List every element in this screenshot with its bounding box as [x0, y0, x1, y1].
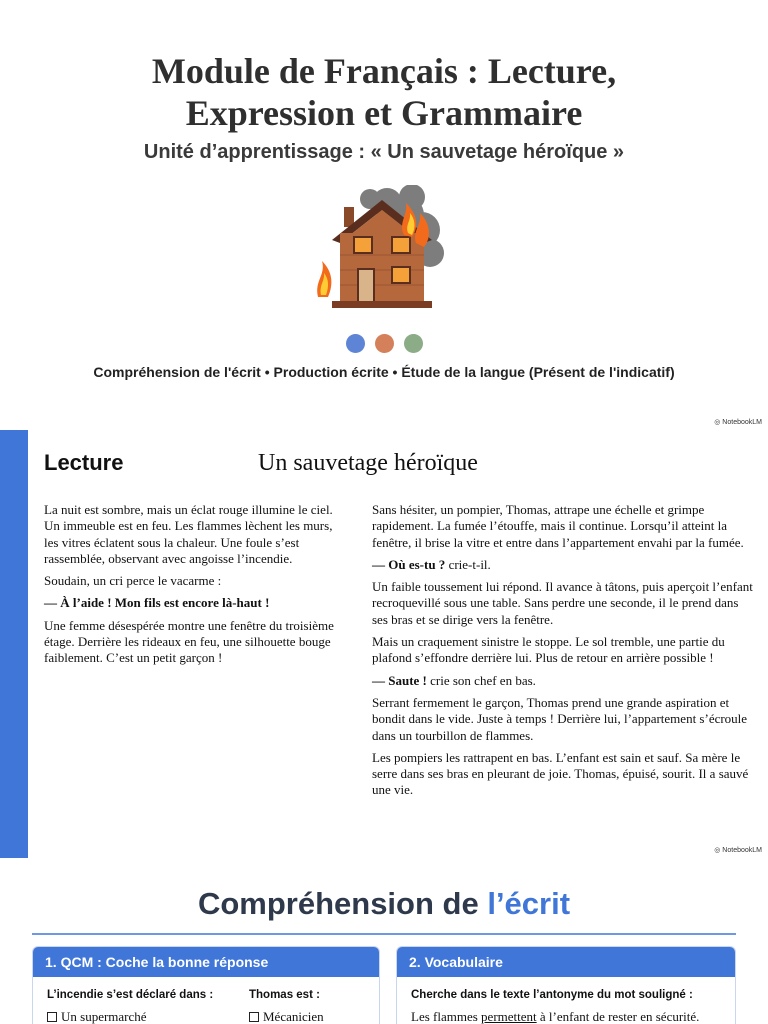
checkbox-icon[interactable] [249, 1012, 259, 1022]
text-column-right [372, 502, 754, 805]
paragraph: Soudain, un cri perce le vacarme : [44, 573, 222, 589]
text-column-left [44, 502, 346, 673]
notebooklm-icon: ◎ [714, 847, 723, 854]
paragraph: La nuit est sombre, mais un éclat rouge illumine le ciel. Un immeuble est en feu. Les flammes lèchent les murs, les vitres éclatent sous la chaleur. Une foule s’est rassemblée, observant avec angoisse l’incendie. [44, 502, 333, 566]
section-label: Lecture [44, 450, 124, 475]
reading-slide [0, 430, 768, 860]
notebooklm-watermark: ◎ NotebookLM [714, 847, 762, 854]
notebooklm-icon: ◎ [714, 419, 723, 426]
module-title-line2: Expression et Grammaire [185, 93, 583, 133]
paragraph: Les pompiers les rattrapent en bas. L’enfant est sain et sauf. Sa mère le serre dans ses bras en pleurant de joie. Thomas, épuisé, sourit. Il a sauvé une vie. [372, 749, 749, 798]
unit-subtitle: Unité d’apprentissage : « Un sauvetage héroïque » [143, 141, 625, 163]
accent-bar [0, 430, 28, 858]
paragraph: Une femme désespérée montre une fenêtre du troisième étage. Derrière les rideaux en feu, une silhouette bouge faiblement. C’est un petit garçon ! [44, 617, 334, 666]
qcm-option[interactable]: Un supermarché [47, 1009, 213, 1024]
decor-dot-blue [346, 334, 365, 353]
qcm-question-2: Thomas est : Mécanicien [249, 989, 324, 1024]
vocabulary-card [396, 946, 736, 1024]
qcm-card [32, 946, 380, 1024]
story-title: Un sauvetage héroïque [258, 450, 478, 476]
title-slide [0, 0, 768, 430]
module-title [0, 50, 768, 134]
paragraph: Serrant fermement le garçon, Thomas prend une grande aspiration et bondit dans le vide. Juste à temps ! Derrière lui, l’appartement s’écroule dans un tourbillon de flammes. [372, 694, 748, 743]
paragraph: Un faible toussement lui répond. Il avance à tâtons, puis aperçoit l’enfant recroquevillé sous une table. Sans perdre une seconde, il le prend dans ses bras et se dirige vers la fenêtre. [372, 579, 753, 627]
vocabulary-instruction: Cherche dans le texte l’antonyme du mot souligné : [411, 989, 693, 1001]
module-title-line1: Module de Français : Lecture, [151, 51, 617, 91]
vocabulary-sentence: Les flammes permettent à l’enfant de rester en sécurité. [411, 1009, 700, 1024]
underlined-word: permettent [481, 1009, 537, 1024]
title-divider [32, 933, 736, 935]
burning-house-icon [312, 185, 452, 310]
dialogue-line: — Où es-tu ? crie-t-il. [372, 556, 491, 572]
qcm-question-1: L’incendie s’est déclaré dans : Un supermarché [47, 989, 214, 1024]
paragraph: Mais un craquement sinistre le stoppe. Le sol tremble, une partie du plafond s’effondre derrière lui. Plus de retour en arrière possible ! [372, 634, 725, 666]
topics-line: Compréhension de l'écrit • Production écrite • Étude de la langue (Présent de l'indicatif) [93, 364, 675, 380]
comprehension-title: Compréhension de l’écrit [197, 886, 571, 921]
checkbox-icon[interactable] [47, 1012, 57, 1022]
vocabulary-card-header: 2. Vocabulaire [397, 947, 735, 977]
qcm-card-header: 1. QCM : Coche la bonne réponse [33, 947, 379, 977]
decor-dot-green [404, 334, 423, 353]
qcm-option[interactable]: Mécanicien [249, 1009, 324, 1024]
decor-dot-orange [375, 334, 394, 353]
comprehension-slide [0, 860, 768, 1024]
dialogue-line: — Saute ! crie son chef en bas. [372, 672, 536, 688]
dialogue-line: — À l’aide ! Mon fils est encore là-haut ! [44, 595, 270, 611]
paragraph: Sans hésiter, un pompier, Thomas, attrape une échelle et grimpe rapidement. La fumée l’étouffe, mais il continue. Lorsqu’il atteint la fenêtre, il brise la vitre et entre dans l’appartement envahi par la fumée. [372, 502, 744, 550]
notebooklm-watermark: ◎ NotebookLM [714, 419, 762, 426]
